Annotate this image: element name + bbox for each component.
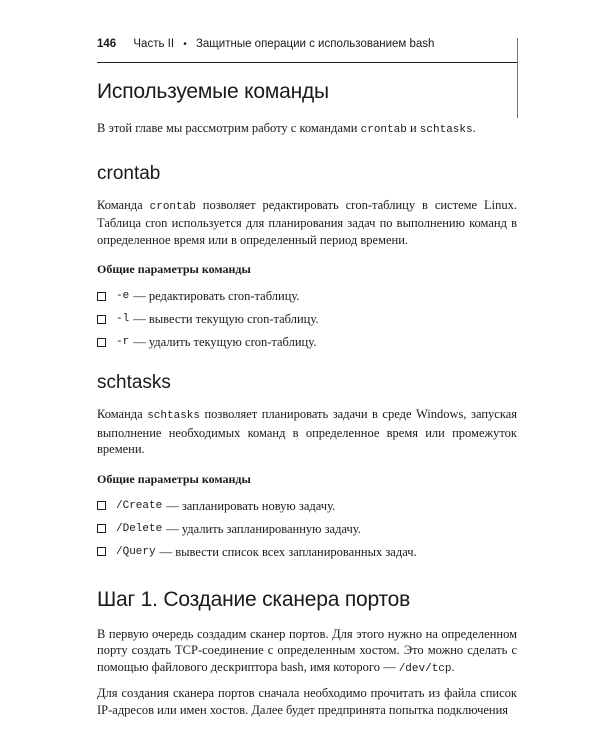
section-heading-step1: Шаг 1. Создание сканера портов [97, 587, 411, 611]
checkbox-icon [97, 338, 106, 347]
option-text: — удалить запланированную задачу. [166, 521, 361, 536]
option-text: — вывести список всех запланированных задач. [159, 544, 417, 559]
list-item [97, 498, 517, 514]
code-crontab-inline: crontab [149, 200, 196, 213]
list-item [97, 288, 517, 304]
list-item [97, 311, 517, 327]
code-dev-tcp: /dev/tcp [398, 662, 452, 675]
page-number: 146 [97, 38, 117, 50]
checkbox-icon [97, 501, 106, 510]
option-flag: /Delete [116, 522, 163, 535]
intro-paragraph [97, 120, 517, 139]
subsection-heading-crontab: crontab [97, 162, 161, 184]
subsection-heading-schtasks: schtasks [97, 372, 171, 393]
intro-text-and: и [406, 121, 420, 135]
code-crontab: crontab [360, 124, 407, 136]
crontab-params-title: Общие параметры команды [97, 262, 251, 276]
separator-bullet: • [183, 39, 187, 50]
running-head [97, 38, 517, 63]
intro-text-end: . [472, 121, 476, 135]
checkbox-icon [97, 547, 106, 556]
option-text: — запланировать новую задачу. [166, 498, 336, 513]
schtasks-paragraph [97, 406, 517, 458]
schtasks-text-b: позволяет планировать задачи в среде Windows, запуская выполнение необходимых команд в определенное время или промежуток времени. [97, 407, 517, 456]
section-heading-commands: Используемые команды [97, 80, 329, 103]
step1-paragraph-2: Для создания сканера портов сначала необходимо прочитать из файла список IP-адресов или имен хостов. Далее будет предпринята попытка подключения [97, 686, 517, 717]
checkbox-icon [97, 315, 106, 324]
margin-rule [517, 38, 518, 118]
option-flag: -e [116, 290, 130, 302]
option-flag: /Create [116, 499, 163, 512]
running-title: Защитные операции с использованием bash [195, 38, 435, 50]
crontab-paragraph [97, 197, 517, 249]
option-text: — удалить текущую cron-таблицу. [133, 335, 317, 349]
option-text: — вывести текущую cron-таблицу. [133, 312, 319, 326]
step1-text-b: . [451, 659, 455, 674]
list-item [97, 544, 517, 560]
crontab-options-list [97, 288, 517, 350]
option-flag: -l [116, 313, 130, 325]
option-flag: /Query [116, 545, 156, 558]
list-item [97, 334, 517, 350]
step1-text-a: В первую очередь создадим сканер портов. Для этого нужно на определенном порту создать TCP-соединение с определенным хостом. Это можно сделать с помощью файлового дескриптора bash, имя которого — [97, 626, 517, 674]
code-schtasks-inline: schtasks [147, 410, 200, 422]
list-item [97, 521, 517, 537]
schtasks-text-a: Команда [97, 407, 148, 421]
option-text: — редактировать cron-таблицу. [133, 289, 300, 303]
schtasks-params-title: Общие параметры команды [97, 471, 251, 486]
code-schtasks: schtasks [419, 124, 473, 136]
step1-paragraph-1 [97, 626, 517, 678]
page-content [97, 80, 517, 718]
checkbox-icon [97, 524, 106, 533]
crontab-text-b: позволяет редактировать cron-таблицу в системе Linux. Таблица cron используется для планирования задач по выполнению команд в определенное время или в определенный период времени. [97, 197, 517, 247]
checkbox-icon [97, 292, 106, 301]
intro-text: В этой главе мы рассмотрим работу с командами [97, 121, 361, 135]
option-flag: -r [116, 336, 130, 348]
schtasks-options-list [97, 498, 517, 560]
part-label: Часть II [133, 38, 175, 50]
crontab-text-a: Команда [97, 197, 150, 212]
